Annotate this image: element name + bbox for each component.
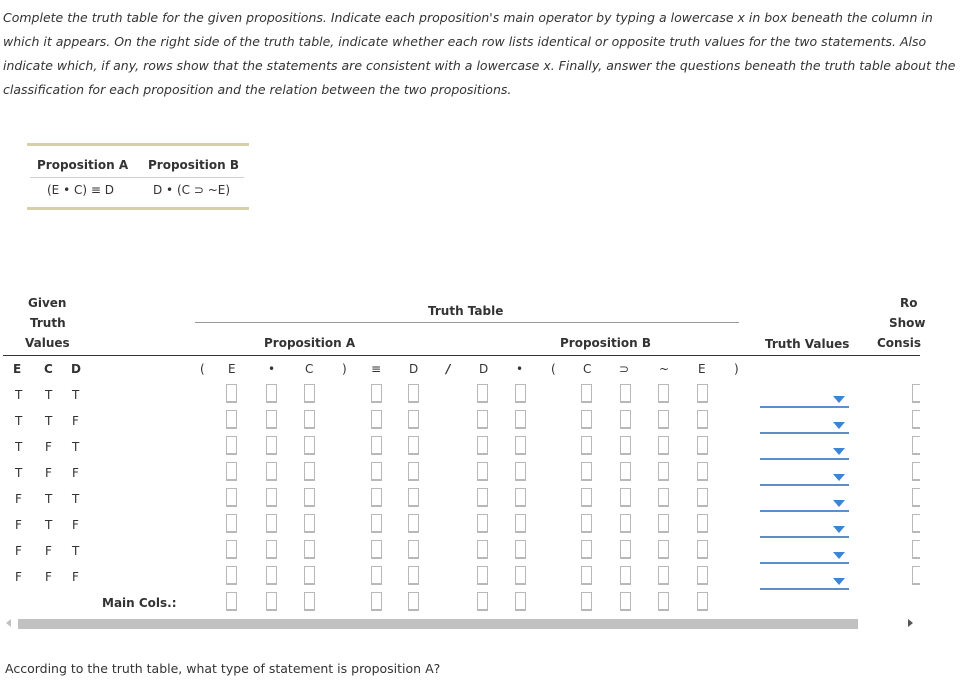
truth-cell-input[interactable] [304, 540, 315, 559]
row-3-d: T [72, 440, 80, 454]
row-2-e: T [15, 414, 23, 428]
truth-cell-input[interactable] [658, 540, 669, 559]
symbol-close-paren: ) [342, 362, 347, 376]
truth-cell-input[interactable] [266, 384, 277, 403]
truth-cell-input[interactable] [371, 488, 382, 507]
truth-cell-input[interactable] [581, 410, 592, 429]
row-3-c: F [45, 440, 52, 454]
horizontal-scrollbar[interactable] [0, 616, 925, 632]
truth-cell-input[interactable] [371, 566, 382, 585]
truth-cell-input[interactable] [515, 436, 526, 455]
truth-cell-input[interactable] [515, 462, 526, 481]
rows-header-line1: Ro [900, 296, 918, 310]
consistent-row-input[interactable] [912, 514, 920, 533]
truth-cell-input[interactable] [658, 384, 669, 403]
truth-cell-input[interactable] [697, 488, 708, 507]
row-4-c: F [45, 466, 52, 480]
truth-cell-input[interactable] [304, 566, 315, 585]
row-3-e: T [15, 440, 23, 454]
main-col-input[interactable] [515, 592, 526, 611]
row-2-c: T [45, 414, 53, 428]
truth-values-dropdown[interactable] [760, 414, 849, 434]
main-col-input[interactable] [304, 592, 315, 611]
row-8-e: F [15, 570, 22, 584]
row-4-e: T [15, 466, 23, 480]
truth-cell-input[interactable] [304, 436, 315, 455]
truth-values-dropdown[interactable] [760, 440, 849, 460]
truth-cell-input[interactable] [581, 436, 592, 455]
truth-cell-input[interactable] [477, 410, 488, 429]
symbol-c: C [305, 362, 314, 376]
symbol-e-b: E [698, 362, 706, 376]
truth-cell-input[interactable] [226, 540, 237, 559]
symbol-horseshoe: ⊃ [619, 362, 630, 376]
truth-cell-input[interactable] [266, 462, 277, 481]
row-2-d: F [72, 414, 79, 428]
given-header-line1: Given [28, 296, 67, 310]
symbol-triple-bar: ≡ [371, 362, 382, 376]
symbol-slash: / [446, 362, 451, 376]
truth-values-dropdown[interactable] [760, 388, 849, 408]
truth-cell-input[interactable] [697, 410, 708, 429]
truth-cell-input[interactable] [266, 436, 277, 455]
truth-cell-input[interactable] [658, 410, 669, 429]
truth-cell-input[interactable] [226, 566, 237, 585]
truth-cell-input[interactable] [226, 462, 237, 481]
given-header-line3: Values [25, 336, 70, 350]
given-letter-e: E [13, 362, 22, 376]
truth-cell-input[interactable] [371, 436, 382, 455]
proposition-b-formula: D • (C ⊃ ~E) [153, 183, 231, 197]
divider [30, 177, 244, 178]
scroll-right-icon[interactable] [908, 619, 913, 627]
instructions: Complete the truth table for the given propositions. Indicate each proposition's main operator by typing a lowercase x in box beneath the column in which it appears. On the right side of the truth table, indicate whether each row lists identical or opposite truth values for the two statements. Also indicate which, if any, rows show that the statements are consistent with a lowercase x. Finally, answer the questions beneath the truth table about the classification for each proposition and the relation between the two propositions. [3, 10, 956, 97]
row-6-e: F [15, 518, 22, 532]
truth-cell-input[interactable] [515, 488, 526, 507]
row-1-c: T [45, 388, 53, 402]
question-prop-a: According to the truth table, what type of statement is proposition A? [5, 661, 441, 676]
truth-cell-input[interactable] [477, 488, 488, 507]
truth-cell-input[interactable] [515, 514, 526, 533]
truth-cell-input[interactable] [620, 410, 631, 429]
row-7-c: F [45, 544, 52, 558]
truth-cell-input[interactable] [304, 384, 315, 403]
truth-cell-input[interactable] [408, 384, 419, 403]
truth-cell-input[interactable] [581, 566, 592, 585]
truth-cell-input[interactable] [371, 540, 382, 559]
row-7-d: T [72, 544, 80, 558]
truth-cell-input[interactable] [620, 436, 631, 455]
row-1-e: T [15, 388, 23, 402]
consistent-row-input[interactable] [912, 410, 920, 429]
truth-cell-input[interactable] [477, 436, 488, 455]
row-6-d: F [72, 518, 79, 532]
truth-cell-input[interactable] [408, 436, 419, 455]
truth-cell-input[interactable] [371, 410, 382, 429]
truth-cell-input[interactable] [697, 566, 708, 585]
consistent-row-input[interactable] [912, 436, 920, 455]
truth-cell-input[interactable] [581, 384, 592, 403]
symbol-dot: • [268, 362, 276, 376]
truth-cell-input[interactable] [477, 540, 488, 559]
truth-cell-input[interactable] [408, 410, 419, 429]
scrollbar-thumb[interactable] [18, 619, 858, 629]
truth-values-dropdown[interactable] [760, 492, 849, 512]
main-col-input[interactable] [658, 592, 669, 611]
truth-cell-input[interactable] [226, 514, 237, 533]
given-letter-c: C [44, 362, 53, 376]
main-col-input[interactable] [371, 592, 382, 611]
truth-cell-input[interactable] [620, 566, 631, 585]
truth-cell-input[interactable] [515, 566, 526, 585]
truth-cell-input[interactable] [266, 410, 277, 429]
proposition-a-formula: (E • C) ≡ D [47, 183, 114, 197]
main-col-input[interactable] [581, 592, 592, 611]
truth-table-title: Truth Table [428, 304, 504, 318]
truth-cell-input[interactable] [477, 514, 488, 533]
truth-cell-input[interactable] [581, 462, 592, 481]
main-col-input[interactable] [477, 592, 488, 611]
symbol-close-paren-b: ) [734, 362, 739, 376]
truth-cell-input[interactable] [658, 566, 669, 585]
truth-cell-input[interactable] [515, 410, 526, 429]
chevron-down-icon [833, 448, 845, 455]
row-4-d: F [72, 466, 79, 480]
symbol-d-b: D [479, 362, 489, 376]
symbol-d: D [409, 362, 419, 376]
truth-cell-input[interactable] [266, 488, 277, 507]
truth-cell-input[interactable] [658, 436, 669, 455]
truth-cell-input[interactable] [620, 384, 631, 403]
chevron-down-icon [833, 578, 845, 585]
chevron-down-icon [833, 526, 845, 533]
row-6-c: T [45, 518, 53, 532]
main-col-input[interactable] [620, 592, 631, 611]
truth-values-dropdown[interactable] [760, 544, 849, 564]
truth-cell-input[interactable] [620, 462, 631, 481]
row-7-e: F [15, 544, 22, 558]
consistent-row-input[interactable] [912, 540, 920, 559]
proposition-b-header: Proposition B [560, 336, 652, 350]
chevron-down-icon [833, 552, 845, 559]
truth-values-header: Truth Values [765, 337, 850, 351]
propositions-box [27, 143, 249, 210]
truth-values-dropdown[interactable] [760, 570, 849, 590]
proposition-b-label: Proposition B [148, 158, 240, 172]
truth-cell-input[interactable] [697, 436, 708, 455]
truth-cell-input[interactable] [266, 566, 277, 585]
truth-cell-input[interactable] [266, 514, 277, 533]
truth-cell-input[interactable] [581, 540, 592, 559]
chevron-down-icon [833, 396, 845, 403]
truth-cell-input[interactable] [477, 462, 488, 481]
proposition-a-header: Proposition A [264, 336, 356, 350]
truth-cell-input[interactable] [515, 540, 526, 559]
chevron-down-icon [833, 500, 845, 507]
given-header-line2: Truth [30, 316, 66, 330]
truth-cell-input[interactable] [226, 436, 237, 455]
proposition-a-label: Proposition A [37, 158, 129, 172]
rows-header-line2: Show [889, 316, 926, 330]
truth-cell-input[interactable] [304, 514, 315, 533]
row-5-c: T [45, 492, 53, 506]
consistent-row-input[interactable] [912, 488, 920, 507]
truth-cell-input[interactable] [371, 462, 382, 481]
truth-cell-input[interactable] [408, 540, 419, 559]
main-col-input[interactable] [408, 592, 419, 611]
consistent-row-input[interactable] [912, 566, 920, 585]
symbol-tilde: ~ [659, 362, 670, 376]
truth-cell-input[interactable] [515, 384, 526, 403]
truth-cell-input[interactable] [408, 514, 419, 533]
truth-cell-input[interactable] [408, 566, 419, 585]
truth-cell-input[interactable] [697, 384, 708, 403]
main-col-input[interactable] [697, 592, 708, 611]
truth-cell-input[interactable] [477, 566, 488, 585]
truth-cell-input[interactable] [226, 384, 237, 403]
row-8-c: F [45, 570, 52, 584]
chevron-down-icon [833, 474, 845, 481]
scroll-left-icon[interactable] [6, 619, 11, 627]
main-cols-label: Main Cols.: [102, 596, 177, 610]
truth-cell-input[interactable] [304, 410, 315, 429]
truth-cell-input[interactable] [226, 488, 237, 507]
header-rule [3, 355, 920, 356]
consistent-row-input[interactable] [912, 384, 920, 403]
symbol-c-b: C [583, 362, 592, 376]
row-5-e: F [15, 492, 22, 506]
truth-cell-input[interactable] [266, 540, 277, 559]
row-1-d: T [72, 388, 80, 402]
truth-cell-input[interactable] [371, 384, 382, 403]
truth-cell-input[interactable] [581, 514, 592, 533]
truth-cell-input[interactable] [658, 488, 669, 507]
truth-cell-input[interactable] [408, 488, 419, 507]
row-8-d: F [72, 570, 79, 584]
symbol-open-paren: ( [200, 362, 205, 376]
truth-cell-input[interactable] [226, 410, 237, 429]
truth-values-dropdown[interactable] [760, 466, 849, 486]
main-col-input[interactable] [266, 592, 277, 611]
truth-cell-input[interactable] [697, 540, 708, 559]
row-5-d: T [72, 492, 80, 506]
given-letter-d: D [71, 362, 81, 376]
rows-header-line3: Consis [877, 336, 921, 350]
truth-cell-input[interactable] [697, 462, 708, 481]
chevron-down-icon [833, 422, 845, 429]
truth-cell-input[interactable] [304, 462, 315, 481]
truth-cell-input[interactable] [620, 540, 631, 559]
main-col-input[interactable] [226, 592, 237, 611]
truth-table-rule [195, 322, 739, 323]
truth-cell-input[interactable] [371, 514, 382, 533]
symbol-dot-b: • [516, 362, 524, 376]
truth-cell-input[interactable] [697, 514, 708, 533]
truth-cell-input[interactable] [304, 488, 315, 507]
truth-cell-input[interactable] [581, 488, 592, 507]
truth-cell-input[interactable] [620, 488, 631, 507]
truth-cell-input[interactable] [620, 514, 631, 533]
truth-cell-input[interactable] [658, 514, 669, 533]
truth-cell-input[interactable] [477, 384, 488, 403]
truth-cell-input[interactable] [658, 462, 669, 481]
truth-values-dropdown[interactable] [760, 518, 849, 538]
symbol-open-paren-b: ( [551, 362, 556, 376]
consistent-row-input[interactable] [912, 462, 920, 481]
symbol-e: E [228, 362, 236, 376]
truth-cell-input[interactable] [408, 462, 419, 481]
